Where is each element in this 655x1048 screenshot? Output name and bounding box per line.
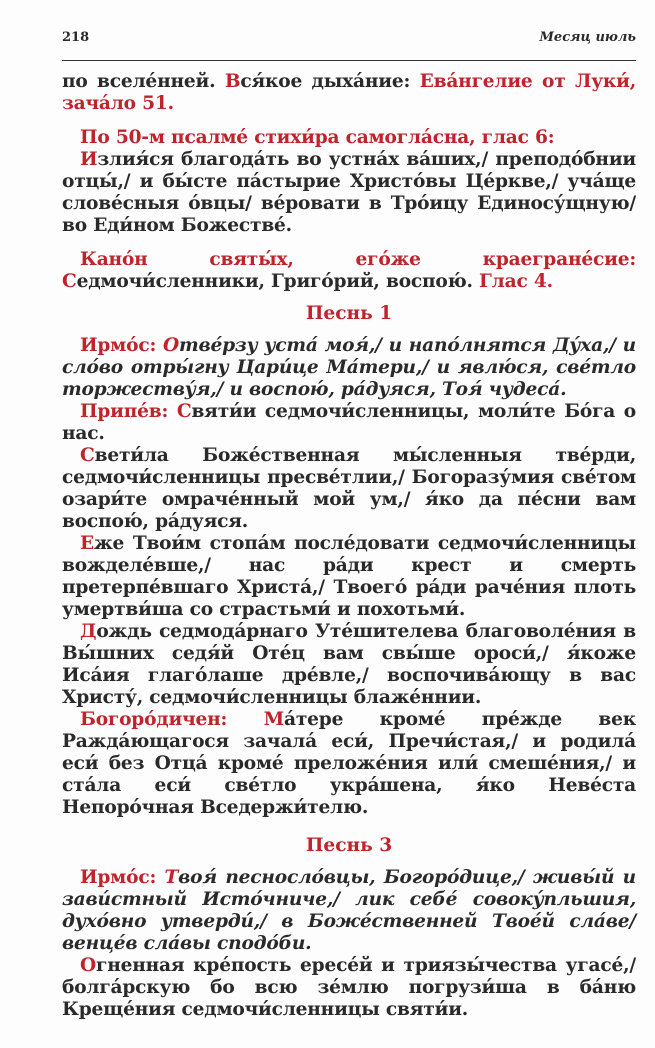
tone-label: Глас 4.: [479, 271, 553, 292]
troparion: [62, 955, 636, 1021]
text: вяти́и седмочи́сленницы, моли́те Бо́га о нас.: [62, 401, 637, 444]
irmos-ode-1: [62, 335, 636, 401]
initial-capital: Д: [80, 621, 97, 642]
ode-3-title: Песнь 3: [305, 835, 393, 856]
text: по вселе́нней.: [62, 71, 225, 92]
ode-1-title: Песнь 1: [305, 303, 393, 324]
rubric: Кано́н святы́х, его́же краегране́сие:: [80, 249, 636, 270]
theotokion: [62, 709, 636, 819]
initial-capital: И: [80, 149, 98, 170]
page-number: 218: [62, 30, 90, 45]
rubric: Ирмо́с:: [80, 335, 163, 356]
rubric: Припе́в:: [80, 401, 177, 422]
rubric-stichera: По 50-м псалме́ стихи́ра самогла́сна, глас 6:: [80, 127, 555, 148]
gospel-reference: Ева́нгелие от Луки́, зача́ло 51.: [62, 71, 636, 114]
rubric: Ирмо́с:: [80, 867, 165, 888]
text: а́тере кроме́ пре́жде век Ражда́ющагося зачала́ еси́, Пречи́стая,/ и родила́ еси́ без Отца́ кроме́ преложе́ния или́ смеше́ния,/ и ста́ла еси́ све́тло укра́шена, я́ко Неве́ста Непоро́чная Вседержи́телю.: [62, 709, 636, 818]
header-rule: [62, 60, 636, 61]
troparion: [62, 621, 636, 709]
text: же Твои́м стопа́м после́довати седмочи́сленницы вожделе́вше,/ нас ра́ди крест и смерть претерпе́вшаго Христа́,/ Твоего́ ра́ди раче́ния плоть умертви́ша со страстьми́ и похотьми́.: [62, 533, 636, 620]
stichera-text: [62, 149, 636, 237]
text: вети́ла Боже́ственная мы́сленныя тве́рди, седмочи́сленницы пресве́тлии,/ Богоразу́мия све́том озари́те омраче́нный мой ум,/ я́ко да пе́сни вам воспою́, ра́дуяся.: [62, 445, 636, 532]
running-head: [62, 30, 636, 52]
text: ся́кое дыха́ние:: [240, 71, 420, 92]
initial-capital: С: [176, 401, 192, 422]
refrain: [62, 401, 636, 445]
rubric: Богоро́дичен:: [80, 709, 264, 730]
initial-capital: М: [263, 709, 284, 730]
text: гненная кре́пость ересе́й и триязы́чества угасе́,/ болга́рскую бо всю зе́млю погрузи́ша в ба́ню Креще́ния седмочи́сленницы святи́и.: [62, 955, 636, 1020]
initial-capital: Е: [80, 533, 94, 554]
text: едмочи́сленники, Григо́рий, воспою́.: [76, 271, 480, 292]
text: злия́ся благода́ть во устна́х ва́ших,/ преподо́бнии отцы́,/ и бы́сте па́стырие Христо́вы Це́ркве,/ уча́ще слове́сныя о́вцы/ ве́ровати в Тро́ицу Единосу́щную/ во Еди́ном Божестве́.: [62, 149, 636, 236]
initial-capital: С: [80, 445, 95, 466]
troparion: [62, 445, 636, 533]
irmos-ode-3: [62, 867, 636, 955]
canon-heading: [62, 249, 636, 293]
initial-capital: С: [62, 271, 77, 292]
paragraph-continuation: [62, 71, 636, 115]
initial-capital: О: [162, 335, 179, 356]
initial-capital: В: [224, 71, 241, 92]
initial-capital: О: [80, 955, 96, 976]
text: ождь седмода́рнаго Уте́шителева благоволе́ния в Вы́шних седя́й Оте́ц вам свы́ше ороси́,/ я́коже Иса́ия глаго́лаше дре́вле,/ воспочива́ющу в вас Христу́, седмочи́сленницы блаже́ннии.: [62, 621, 636, 708]
text: воя́ песносло́вцы, Богоро́дице,/ живы́й и зави́стный Исто́чниче,/ лик себе́ совоку́пльшия, духо́вно утверди́,/ в Боже́ственней Твое́й сла́ве/ венце́в сла́вы сподо́би.: [62, 867, 636, 954]
text: тве́рзу уста́ моя́,/ и напо́лнятся Ду́ха,/ и сло́во отры́гну Цари́це Ма́тери,/ и явлю́ся, све́тло торжеству́я,/ и воспою́, ра́дуяся, Тоя́ чудеса́.: [62, 335, 636, 400]
running-title: Месяц июль: [539, 30, 636, 45]
troparion: [62, 533, 636, 621]
initial-capital: Т: [164, 867, 179, 888]
book-page: [62, 30, 636, 1021]
